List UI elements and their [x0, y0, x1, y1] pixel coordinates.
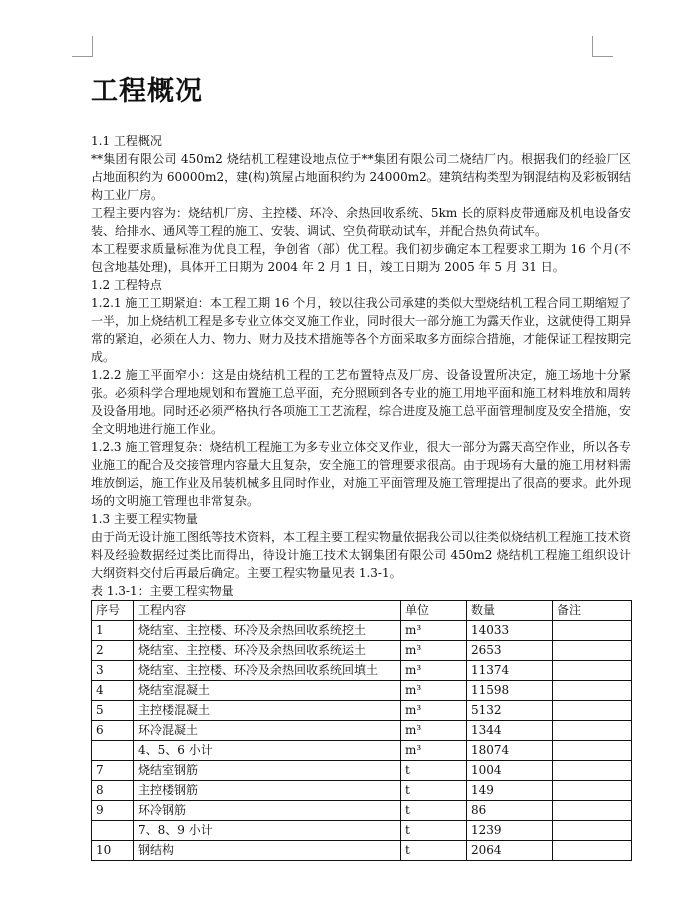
paragraph-main-content: 工程主要内容为：烧结机厂房、主控楼、环冷、余热回收系统、5km 长的原料皮带通廊及机电设备安装、给排水、通风等工程的施工、安装、调试、空负荷联动试车，并配合热负荷试车。 — [91, 206, 631, 238]
cell-unit: t — [401, 841, 467, 861]
cell-content: 主控楼钢筋 — [134, 781, 401, 801]
cell-no: 10 — [92, 841, 134, 861]
paragraph-project-location: **集团有限公司 450m2 烧结机工程建设地点位于**集团有限公司二烧结厂内。根据我们的经验厂区占地面积约为 60000m2，建(构)筑屋占地面积约为 24000m2。建筑结构类型为钢混结构及彩板钢结构工业厂房。 — [91, 152, 631, 202]
cell-remarks — [553, 761, 632, 781]
cell-content: 主控楼混凝土 — [134, 701, 401, 721]
cell-content: 4、5、6 小计 — [134, 741, 401, 761]
cell-unit: m³ — [401, 681, 467, 701]
cell-remarks — [553, 701, 632, 721]
cell-quantity: 11374 — [467, 661, 553, 681]
cell-remarks — [553, 681, 632, 701]
table-row — [92, 641, 632, 661]
cell-quantity: 14033 — [467, 621, 553, 641]
cell-content: 钢结构 — [134, 841, 401, 861]
cell-no: 4 — [92, 681, 134, 701]
cell-no — [92, 741, 134, 761]
paragraph-site-narrow: 1.2.2 施工平面窄小：这是由烧结机工程的工艺布置特点及厂房、设备设置所决定，施工场地十分紧张。必须科学合理地规划和布置施工总平面，充分照顾到各专业的施工用地平面和施工材料堆放和周转及设备用地。同时还必须严格执行各项施工工艺流程，综合进度及施工总平面管理制度及安全措施，安全文明地进行施工作业。 — [91, 368, 632, 436]
document-title: 工程概况 — [91, 76, 203, 107]
table-row-subtotal — [92, 741, 632, 761]
section-heading-1-1: 1.1 工程概况 — [91, 134, 162, 148]
table-row — [92, 721, 632, 741]
cell-quantity: 18074 — [467, 741, 553, 761]
cell-content: 烧结室混凝土 — [134, 681, 401, 701]
cell-quantity: 86 — [467, 801, 553, 821]
header-cell-unit: 单位 — [401, 601, 467, 621]
cell-remarks — [553, 641, 632, 661]
paragraph-quantities-intro: 由于尚无设计施工图纸等技术资料，本工程主要工程实物量依据我公司以往类似烧结机工程施工技术资料及经验数据经过类比而得出，待设计施工技术太钢集团有限公司 450m2 烧结机工程施工组织设计大纲资料交付后再最后确定。主要工程实物量见表 1.3-1。 — [91, 530, 632, 580]
table-row-subtotal — [92, 821, 632, 841]
table-row — [92, 801, 632, 821]
cell-no: 6 — [92, 721, 134, 741]
table-row — [92, 681, 632, 701]
cell-unit: m³ — [401, 701, 467, 721]
cell-remarks — [553, 721, 632, 741]
cell-unit: m³ — [401, 741, 467, 761]
table-caption: 表 1.3-1：主要工程实物量 — [91, 584, 234, 598]
cell-remarks — [553, 801, 632, 821]
cell-no: 9 — [92, 801, 134, 821]
header-cell-remarks: 备注 — [553, 601, 632, 621]
cell-quantity: 1239 — [467, 821, 553, 841]
paragraph-quality-schedule: 本工程要求质量标准为优良工程，争创省（部）优工程。我们初步确定本工程要求工期为 16 个月(不包含地基处理)，具体开工日期为 2004 年 2 月 1 日，竣工日期为 2005 年 5 月 31 日。 — [91, 242, 631, 274]
cell-unit: m³ — [401, 661, 467, 681]
cell-unit: m³ — [401, 641, 467, 661]
cell-unit: t — [401, 821, 467, 841]
cell-remarks — [553, 781, 632, 801]
cell-unit: t — [401, 781, 467, 801]
cell-quantity: 1344 — [467, 721, 553, 741]
cell-remarks — [553, 841, 632, 861]
cell-no: 1 — [92, 621, 134, 641]
cell-unit: m³ — [401, 721, 467, 741]
table-row — [92, 661, 632, 681]
cell-quantity: 2064 — [467, 841, 553, 861]
table-row — [92, 701, 632, 721]
cell-unit: m³ — [401, 621, 467, 641]
cell-no: 3 — [92, 661, 134, 681]
cell-content: 烧结室、主控楼、环冷及余热回收系统运土 — [134, 641, 401, 661]
paragraph-management-complex: 1.2.3 施工管理复杂：烧结机工程施工为多专业立体交叉作业，很大一部分为露天高空作业，所以各专业施工的配合及交接管理内容量大且复杂，安全施工的管理要求很高。由于现场有大量的施工用材料需堆放倒运，施工作业及吊装机械多且同时作业，对施工平面管理及施工管理提出了很高的要求。此外现场的文明施工管理也非常复杂。 — [91, 440, 632, 508]
quantities-table — [91, 600, 632, 861]
cell-unit: t — [401, 801, 467, 821]
cell-quantity: 149 — [467, 781, 553, 801]
table-row — [92, 841, 632, 861]
cell-no — [92, 821, 134, 841]
table-row — [92, 621, 632, 641]
cell-remarks — [553, 621, 632, 641]
cell-remarks — [553, 661, 632, 681]
table-row — [92, 781, 632, 801]
cell-content: 烧结室钢筋 — [134, 761, 401, 781]
header-cell-no: 序号 — [92, 601, 134, 621]
cell-content: 烧结室、主控楼、环冷及余热回收系统回填土 — [134, 661, 401, 681]
cell-no: 5 — [92, 701, 134, 721]
crop-mark-top-right — [592, 36, 613, 57]
cell-content: 环冷钢筋 — [134, 801, 401, 821]
document-body — [91, 72, 631, 861]
cell-content: 烧结室、主控楼、环冷及余热回收系统挖土 — [134, 621, 401, 641]
header-cell-quantity: 数量 — [467, 601, 553, 621]
paragraph-schedule-tight: 1.2.1 施工工期紧迫：本工程工期 16 个月，较以往我公司承建的类似大型烧结机工程合同工期缩短了一半，加上烧结机工程是多专业立体交叉施工作业，同时很大一部分施工为露天作业，这就使得工期异常的紧迫，必须在人力、物力、财力及技术措施等各个方面采取多方面综合措施，才能保证工程按期完成。 — [91, 296, 632, 364]
cell-quantity: 5132 — [467, 701, 553, 721]
cell-content: 7、8、9 小计 — [134, 821, 401, 841]
cell-unit: t — [401, 761, 467, 781]
cell-quantity: 11598 — [467, 681, 553, 701]
table-row — [92, 761, 632, 781]
cell-remarks — [553, 821, 632, 841]
header-cell-content: 工程内容 — [134, 601, 401, 621]
cell-quantity: 2653 — [467, 641, 553, 661]
table-header-row — [92, 601, 632, 621]
cell-content: 环冷混凝土 — [134, 721, 401, 741]
section-heading-1-3: 1.3 主要工程实物量 — [91, 512, 198, 526]
crop-mark-top-left — [72, 36, 93, 57]
cell-quantity: 1004 — [467, 761, 553, 781]
section-heading-1-2: 1.2 工程特点 — [91, 278, 162, 292]
cell-no: 7 — [92, 761, 134, 781]
cell-no: 2 — [92, 641, 134, 661]
cell-no: 8 — [92, 781, 134, 801]
cell-remarks — [553, 741, 632, 761]
